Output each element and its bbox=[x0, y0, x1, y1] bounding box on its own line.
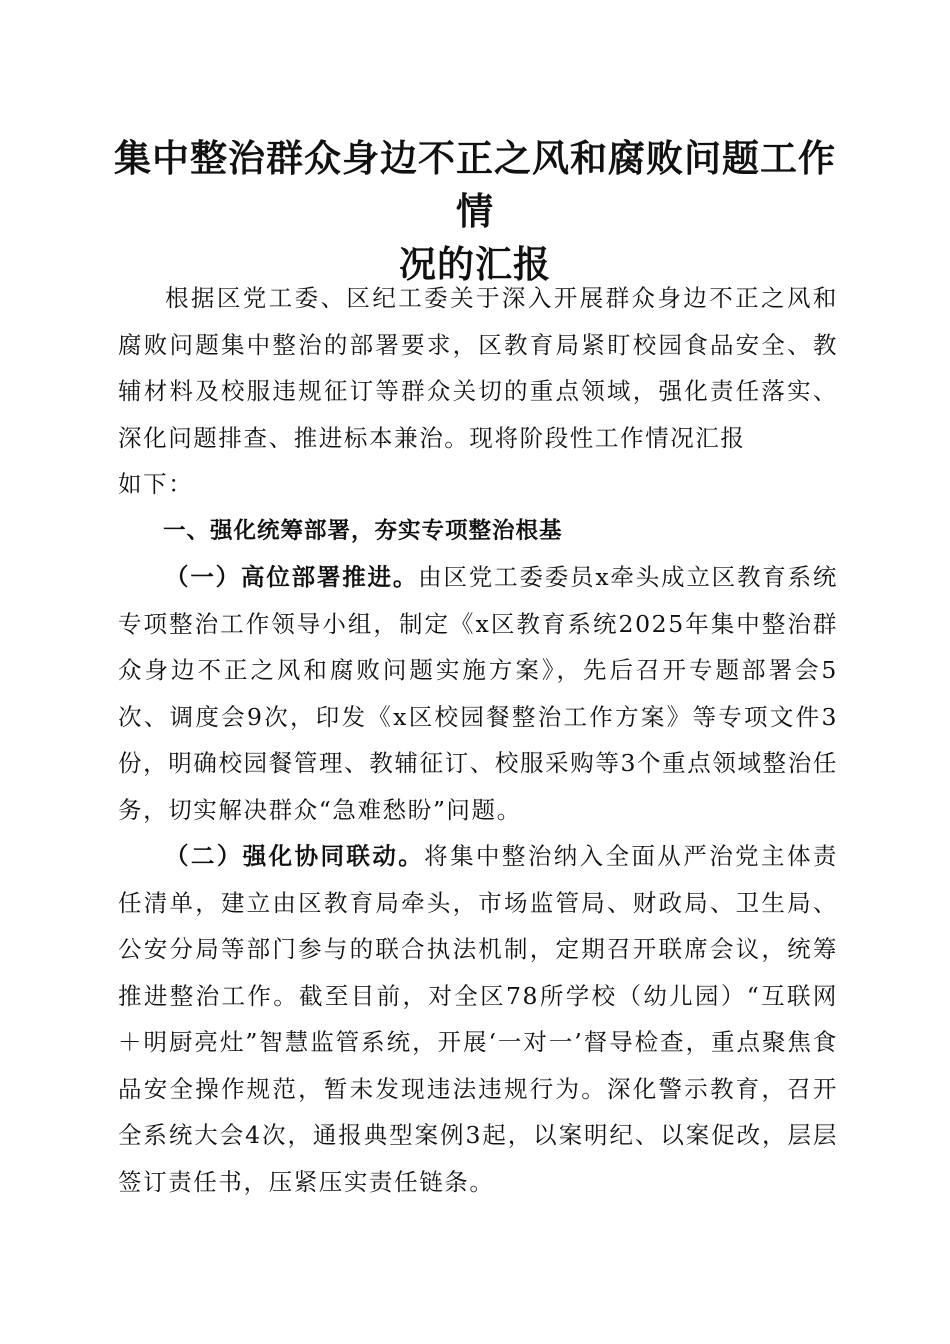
section1-item2-paragraph bbox=[118, 833, 838, 1205]
section-heading-1: 一、强化统筹部署，夯实专项整治根基 bbox=[163, 517, 563, 544]
item2-label: （二）强化协同联动。 bbox=[165, 842, 425, 870]
section1-item1-paragraph bbox=[118, 554, 838, 833]
document-title bbox=[110, 132, 840, 291]
item2-text: 将集中整治纳入全面从严治党主体责任清单，建立由区教育局牵头，市场监管局、财政局、卫生局、公安分局等部门参与的联合执法机制，定期召开联席会议，统筹推进整治工作。截至目前，对全区78所学校（幼儿园）“互联网＋明厨亮灶”智慧监管系统，开展‘一对一’督导检查，重点聚焦食品安全操作规范，暂未发现违法违规行为。深化警示教育，召开全系统大会4次，通报典型案例3起，以案明纪、以案促改，层层签订责任书，压紧压实责任链条。 bbox=[118, 842, 838, 1196]
document-body bbox=[118, 275, 838, 1205]
intro-paragraph: 根据区党工委、区纪工委关于深入开展群众身边不正之风和腐败问题集中整治的部署要求，区教育局紧盯校园食品安全、教辅材料及校服违规征订等群众关切的重点领域，强化责任落实、深化问题排查、推进标本兼治。现将阶段性工作情况汇报 bbox=[118, 284, 838, 452]
title-line-2: 况的汇报 bbox=[399, 242, 551, 286]
title-line-1: 集中整治群众身边不正之风和腐败问题工作情 bbox=[114, 136, 836, 233]
intro-paragraph-end: 如下： bbox=[118, 470, 194, 498]
item1-label: （一）高位部署推进。 bbox=[165, 563, 419, 591]
item1-text: 由区党工委委员x牵头成立区教育系统专项整治工作领导小组，制定《x区教育系统2025年集中整治群众身边不正之风和腐败问题实施方案》，先后召开专题部署会5次、调度会9次，印发《x区校园餐整治工作方案》等专项文件3份，明确校园餐管理、教辅征订、校服采购等3个重点领域整治任务，切实解决群众“急难愁盼”问题。 bbox=[118, 563, 839, 824]
